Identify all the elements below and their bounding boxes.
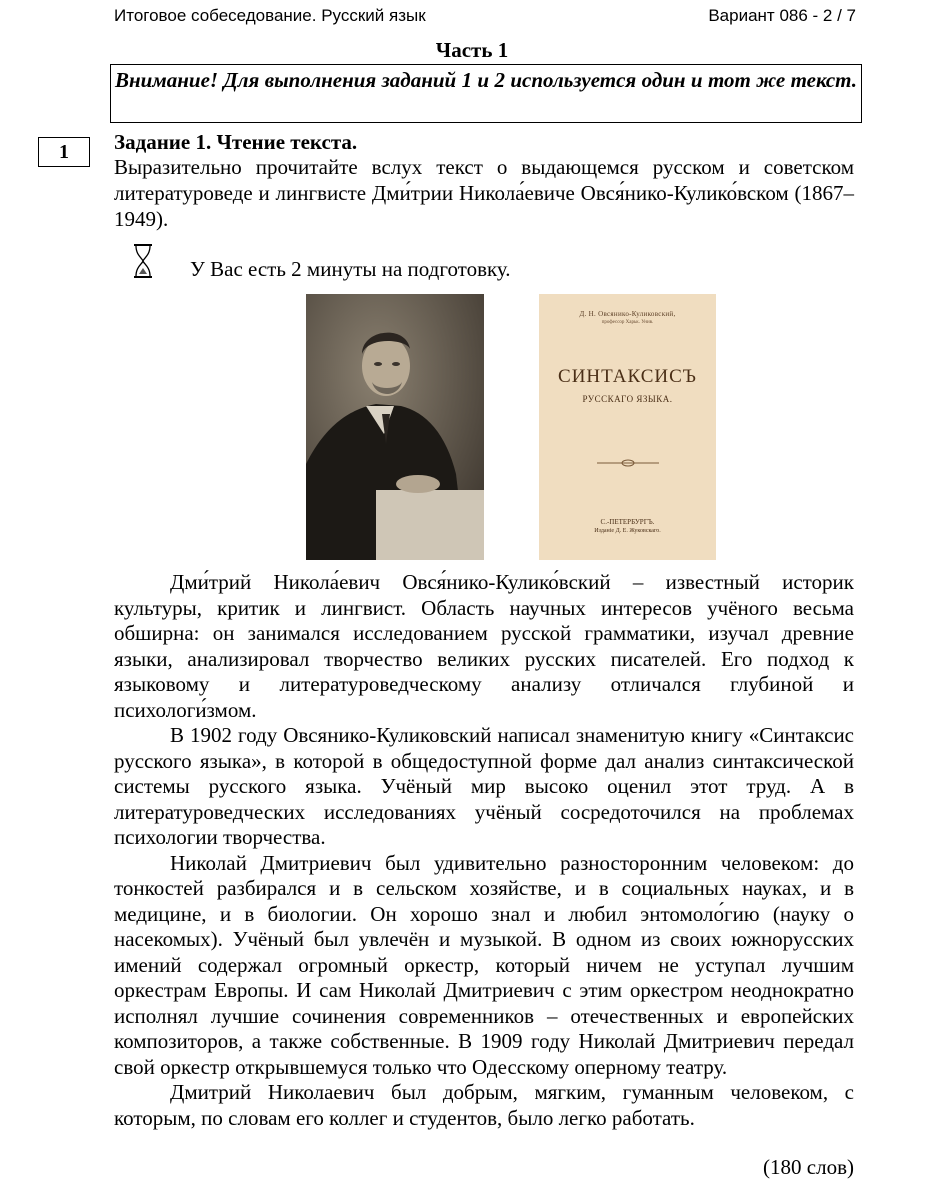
book-subtitle: РУССКАГО ЯЗЫКА. bbox=[582, 394, 673, 404]
hourglass-icon bbox=[132, 243, 154, 279]
preparation-time: У Вас есть 2 минуты на подготовку. bbox=[190, 257, 511, 281]
task-title: Задание 1. Чтение текста. bbox=[114, 130, 358, 154]
portrait-photo bbox=[306, 294, 484, 560]
book-publisher: Изданiе Д. Е. Жуковскаго. bbox=[594, 528, 661, 534]
part-title: Часть 1 bbox=[435, 38, 509, 62]
book-ornament bbox=[597, 458, 659, 468]
attention-notice: Внимание! Для выполнения заданий 1 и 2 используется один и тот же текст. bbox=[110, 64, 862, 123]
task-number-box: 1 bbox=[38, 137, 90, 167]
book-author-title: профессор Харьк. Унив. bbox=[601, 320, 654, 325]
book-author: Д. Н. Овсянико-Куликовский, bbox=[579, 310, 676, 318]
book-title: СИНТАКСИСЪ bbox=[558, 366, 697, 387]
paragraph: Николай Дмитриевич был удивительно разносторонним человеком: до тонкостей разбирался и в сельском хозяйстве, и в социальных науках, и в медицине, и в биологии. Он хорошо знал и любил энтомоло́гию (науку о насекомых). Учёный был увлечён и музыкой. В одном из своих южнорусских имений содержал огромный оркестр, который ничем не уступал лучшим оркестрам Европы. И сам Николай Дмитриевич с этим оркестром неоднократно исполнял лучшие сочинения современников – отечественных и европейских композиторов, а также собственные. В 1909 году Николай Дмитриевич передал свой оркестр открывшемуся только что Одесскому оперному театру. bbox=[114, 850, 854, 1079]
header-variant: Вариант 086 - 2 / 7 bbox=[708, 6, 856, 25]
book-city: С.-ПЕТЕРБУРГЪ. bbox=[600, 518, 655, 526]
paragraph: Дмитрий Николаевич был добрым, мягким, гуманным человеком, с которым, по словам его коллег и студентов, было легко работать. bbox=[114, 1080, 854, 1130]
paragraph: В 1902 году Овсянико-Куликовский написал знаменитую книгу «Синтаксис русского языка», в которой в общедоступной форме дал анализ синтаксической системы русского языка. Учёный мир высоко оценил этот труд. А в литературоведческих исследованиях учёный сосредоточился на проблемах психологии творчества. bbox=[114, 723, 854, 849]
header-subject: Итоговое собеседование. Русский язык bbox=[114, 6, 426, 25]
reading-text bbox=[114, 570, 854, 1131]
paragraph: Дми́трий Никола́евич Овся́нико-Кулико́вский – известный историк культуры, критик и лингвист. Область научных интересов учёного весьма обширна: он занимался исследованием русской грамматики, изучал древние языки, анализировал творчество великих русских писателей. Его подход к языковому и литературоведческому анализу отличался глубиной и психологи́змом. bbox=[114, 570, 854, 722]
word-count: (180 слов) bbox=[763, 1155, 854, 1179]
book-cover-image bbox=[539, 294, 716, 560]
task-instruction: Выразительно прочитайте вслух текст о выдающемся русском и советском литературоведе и лингвисте Дми́трии Никола́евиче Овся́нико-Кулико́вском (1867–1949). bbox=[114, 155, 854, 231]
